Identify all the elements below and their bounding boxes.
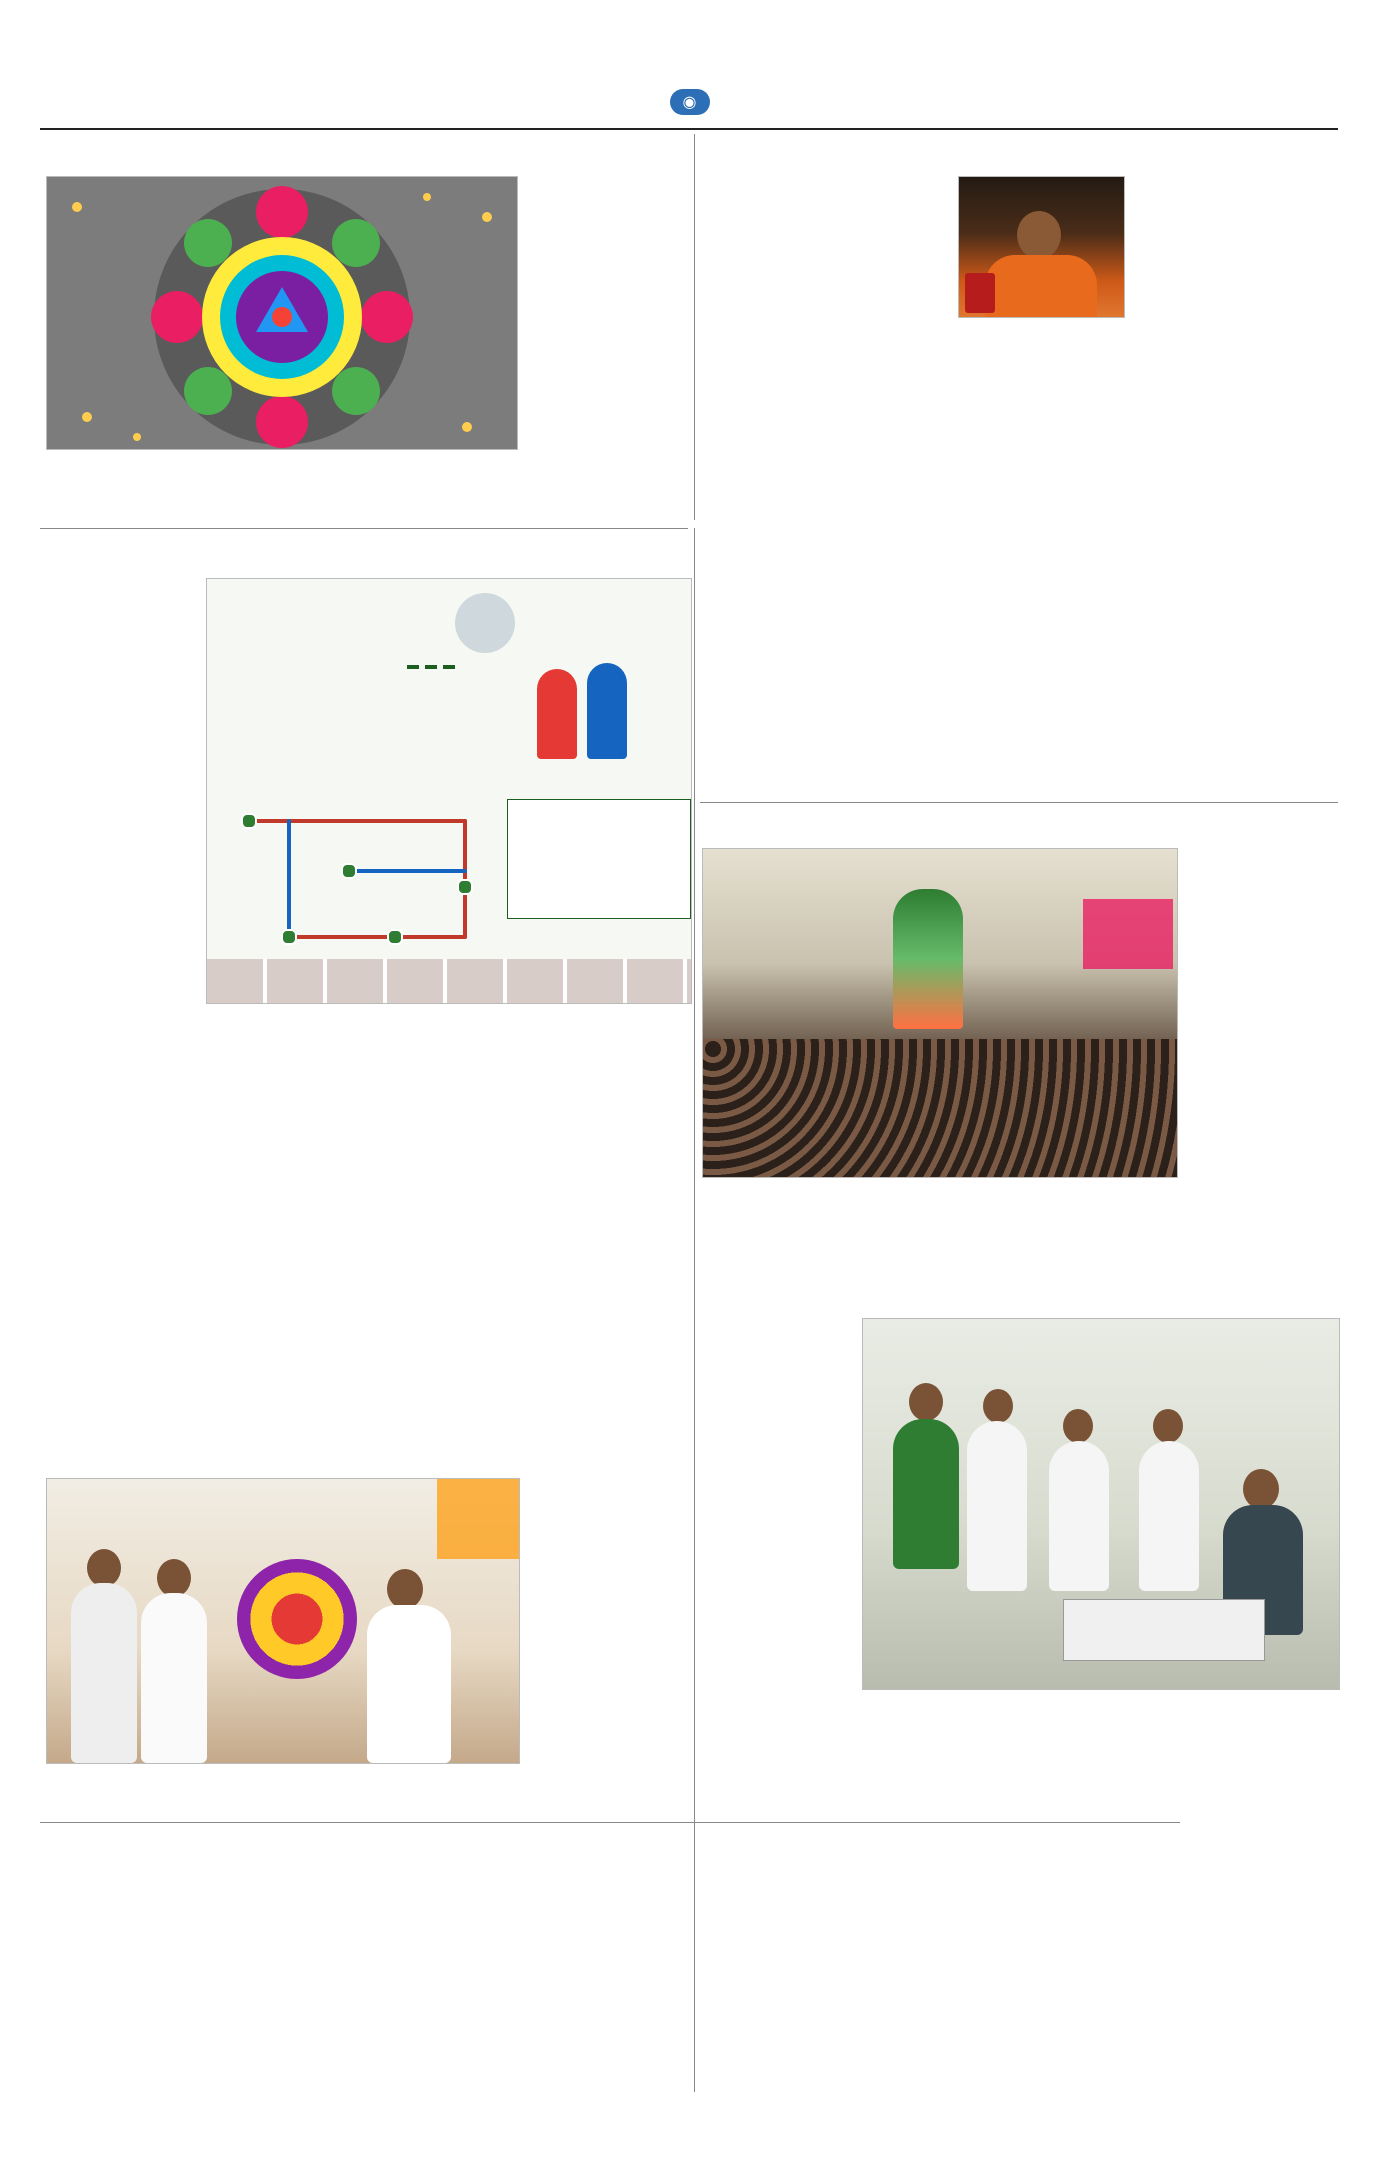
story6-photo [46,1478,520,1764]
podium [965,273,995,313]
story1-col4 [528,176,686,520]
person-head [387,1569,423,1609]
distance-badge [443,665,455,669]
story5-col2 [862,1694,1012,1818]
divider [700,802,1338,803]
route-line [287,935,467,939]
speaker-robe [985,255,1097,318]
desk [1063,1599,1265,1661]
story1-col3 [366,450,516,520]
spacer [40,1390,692,1391]
distance-badge [425,665,437,669]
story6-col2 [206,1766,356,2086]
story5-col3 [1022,1694,1172,1818]
story6-col3 [366,1766,516,2086]
story5-photo [862,1318,1340,1690]
story5-col1 [702,1318,852,1818]
person-head [909,1383,943,1421]
landmark-marker [387,929,403,945]
newspaper-logo [570,72,810,128]
story1-col2 [206,450,356,520]
story5-col4 [1184,1694,1338,2084]
official-photo-icon [455,593,515,653]
flower-decoration-icon [237,1559,357,1679]
person-head [983,1389,1013,1423]
divider [694,134,695,520]
landmark-marker [341,863,357,879]
story2-col2a [1130,176,1338,316]
divider [40,528,688,529]
divider [694,1392,695,2092]
doctor-figure [1139,1441,1199,1591]
story6-col1 [46,1766,196,2086]
globe-icon: ◉ [670,89,710,115]
route-line [247,819,467,823]
story2-col2 [958,320,1338,796]
canopy [1083,899,1173,969]
person-head [87,1549,121,1587]
landmark-marker [457,879,473,895]
person-head [1243,1469,1279,1509]
person-head [157,1559,191,1597]
speaker-head [1017,211,1061,259]
landmark-marker [281,929,297,945]
story2-photo [958,176,1125,318]
masthead [0,0,1378,128]
person-figure [893,1419,959,1569]
saffron-cloth [437,1479,519,1559]
person-figure [71,1583,137,1763]
story4-photo [702,848,1178,1178]
spacer [700,1262,1338,1263]
doctor-figure [1049,1441,1109,1591]
person-figure [367,1605,451,1763]
doctor-figure [967,1421,1027,1591]
crowd-area [703,1039,1177,1177]
route-line [287,819,291,939]
masthead-rule [40,128,1338,130]
distance-badge [407,665,419,669]
story6-col4 [528,1478,690,2086]
person-head [1063,1409,1093,1443]
route-line [347,869,467,873]
story2-col1 [702,176,952,796]
distance-badges [407,665,461,669]
story1-photo [46,176,518,450]
story4-col4 [1184,848,1338,1350]
landmark-marker [241,813,257,829]
rangoli-icon [47,177,517,449]
story1-col1 [46,450,196,520]
person-figure [141,1593,207,1763]
person-head [1153,1409,1183,1443]
chariot-icon [893,889,963,1029]
